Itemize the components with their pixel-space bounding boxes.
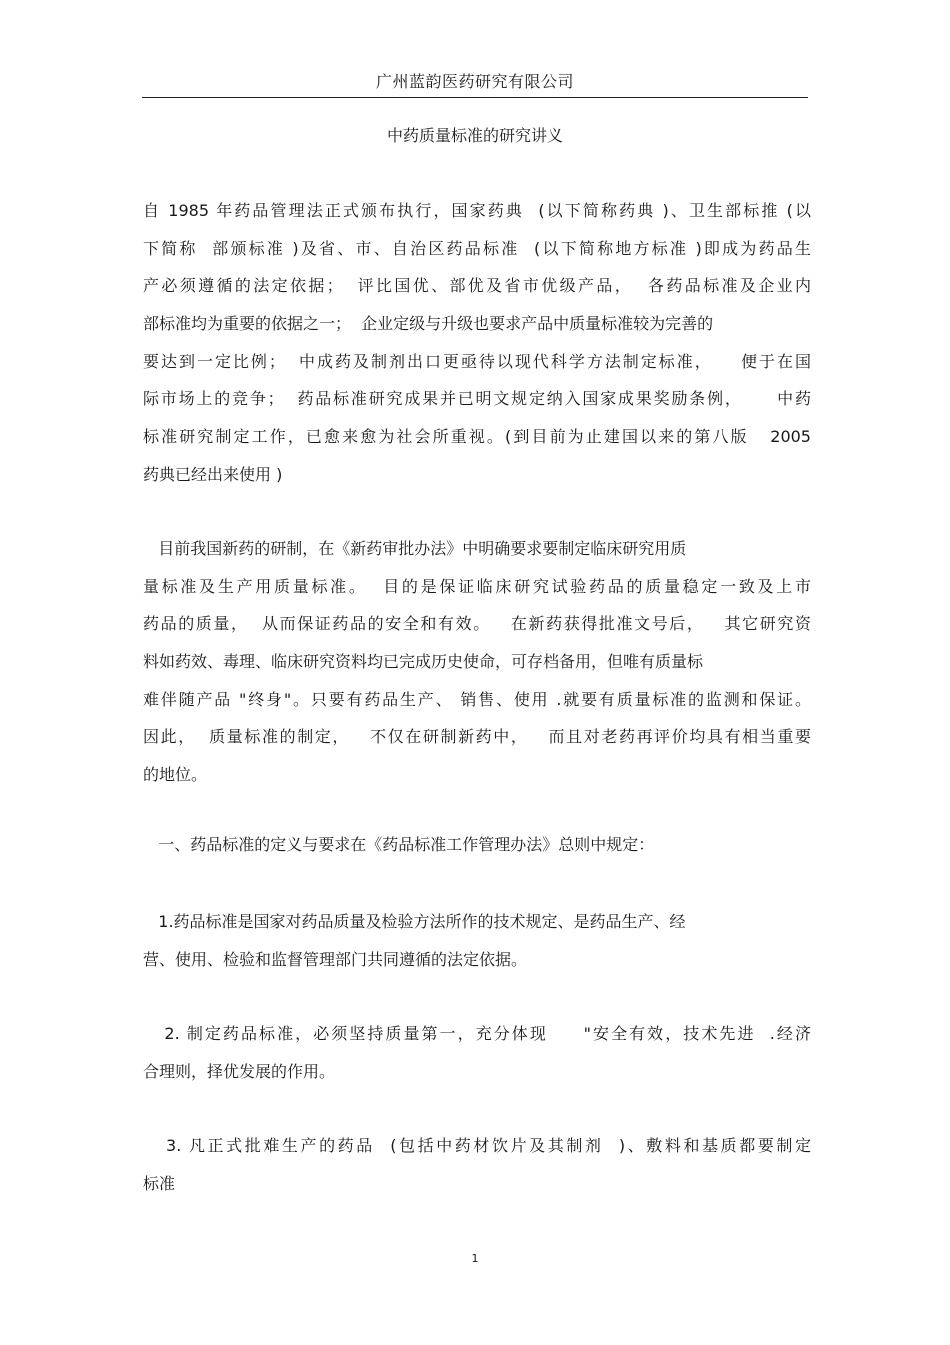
text-line: 下简称 部颁标准 )及省、市、自治区药品标准 (以下简称地方标准 )即成为药品生 xyxy=(143,238,811,258)
text-line: 部标准均为重要的依据之一； 企业定级与升级也要求产品中质量标准较为完善的 xyxy=(143,314,714,334)
text-line: 营、使用、检验和监督管理部门共同遵循的法定依据。 xyxy=(143,949,528,969)
text-line: 难伴随产品 "终身"。只要有药品生产、 销售、使用 .就要有质量标准的监测和保证。 xyxy=(143,689,811,709)
header-company-name: 广州蓝韵医药研究有限公司 xyxy=(375,72,574,91)
text-line: 药品的质量， 从而保证药品的安全和有效。 在新药获得批准文号后， 其它研究资 xyxy=(143,614,811,634)
text-line: 因此， 质量标准的制定， 不仅在研制新药中， 而且对老药再评价均具有相当重要 xyxy=(143,727,811,747)
text-line: 1.药品标准是国家对药品质量及检验方法所作的技术规定、是药品生产、经 xyxy=(143,912,686,931)
text-line: 量标准及生产用质量标准。 目的是保证临床研究试验药品的质量稳定一致及上市 xyxy=(143,576,811,596)
paragraph-new-drug xyxy=(143,530,811,794)
text-line: 料如药效、毒理、临床研究资料均已完成历史使命，可存档备用，但唯有质量标 xyxy=(143,652,704,672)
text-line: 目前我国新药的研制，在《新药审批办法》中明确要求要制定临床研究用质 xyxy=(143,539,687,558)
document-title: 中药质量标准的研究讲义 xyxy=(386,126,563,145)
text-line: 的地位。 xyxy=(143,765,208,785)
header-divider xyxy=(142,97,808,98)
section-heading-definition xyxy=(143,826,811,864)
list-item-2 xyxy=(143,1015,811,1090)
text-line: 合理则，择优发展的作用。 xyxy=(143,1061,336,1081)
text-line: 标准研究制定工作，已愈来愈为社会所重视。(到目前为止建国以来的第八版 2005 xyxy=(143,427,811,447)
text-line: 产必须遵循的法定依据； 评比国优、部优及省市优级产品， 各药品标准及企业内 xyxy=(143,276,811,296)
list-item-3 xyxy=(143,1127,811,1202)
text-line: 自 1985 年药品管理法正式颁布执行，国家药典 (以下简称药典 )、卫生部标推 (以 xyxy=(143,201,811,220)
text-line: 3. 凡正式批难生产的药品 (包括中药材饮片及其制剂 )、敷料和基质都要制定 xyxy=(143,1136,811,1155)
list-item-1 xyxy=(143,903,811,978)
text-line: 一、药品标准的定义与要求在《药品标准工作管理办法》总则中规定： xyxy=(143,835,655,854)
page-number: 1 xyxy=(471,1252,479,1265)
text-line: 标准 xyxy=(143,1173,176,1193)
text-line: 药典已经出来使用 ) xyxy=(143,464,283,484)
text-line: 际市场上的竞争； 药品标准研究成果并已明文规定纳入国家成果奖励条例， 中药 xyxy=(143,389,811,409)
text-line: 要达到一定比例； 中成药及制剂出口更亟待以现代科学方法制定标准， 便于在国 xyxy=(143,351,811,371)
text-line: 2. 制定药品标准，必须坚持质量第一，充分体现 "安全有效，技术先进 .经济 xyxy=(143,1024,811,1043)
paragraph-intro xyxy=(143,192,811,494)
